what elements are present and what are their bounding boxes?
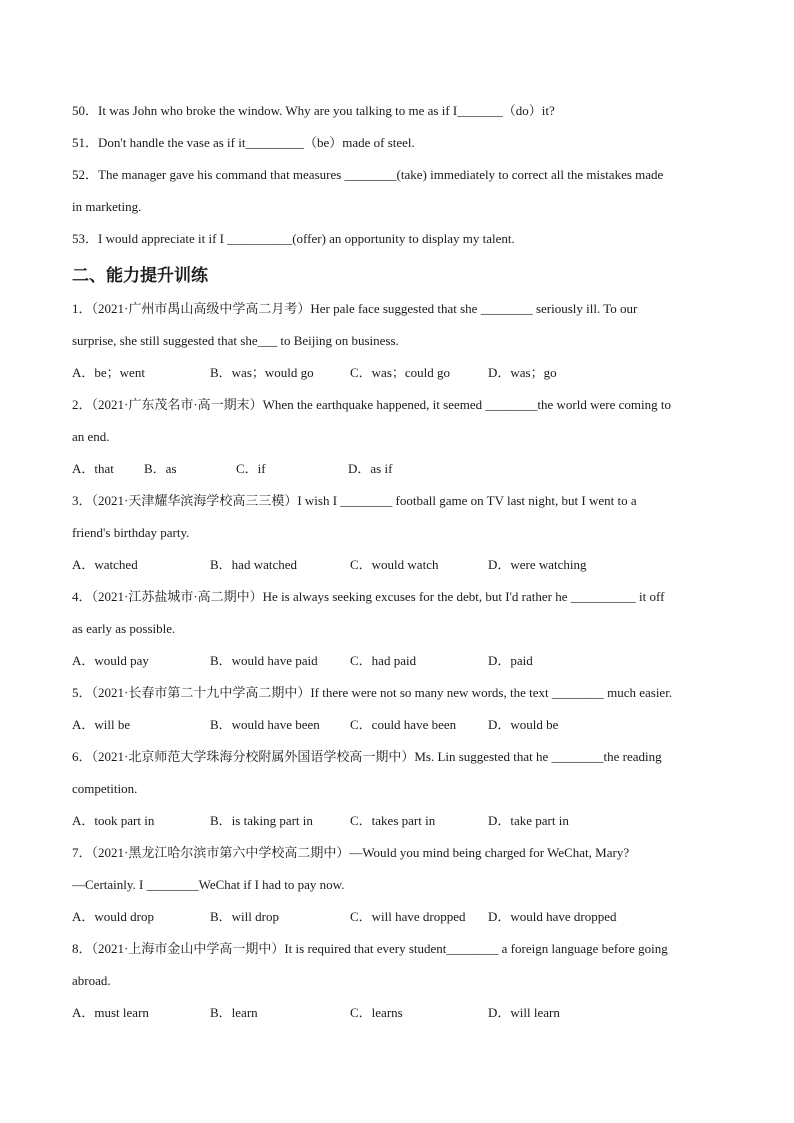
option-b[interactable]: B．learn: [210, 1005, 258, 1020]
question-4-options: [72, 651, 722, 683]
exercise-item-52-line2: in marketing.: [72, 199, 142, 214]
question-5-text: 5．（2021·长春市第二十九中学高二期中）If there were not so many new words, the text ________ much easier.: [72, 685, 673, 700]
exercise-item-51: 51．Don't handle the vase as if it_________（be）made of steel.: [72, 135, 415, 150]
exercise-item-52-line1: 52．The manager gave his command that measures ________(take) immediately to correct all the mistakes made: [72, 167, 664, 182]
option-c[interactable]: C．had paid: [350, 653, 417, 668]
exercise-item-50: 50．It was John who broke the window. Why are you talking to me as if I_______（do）it?: [72, 103, 555, 118]
option-c[interactable]: C．could have been: [350, 717, 457, 732]
option-d[interactable]: D．paid: [488, 653, 533, 668]
option-a[interactable]: A．will be: [72, 717, 131, 732]
question-7-text: 7．（2021·黑龙江哈尔滨市第六中学校高二期中）—Would you mind being charged for WeChat, Mary?: [72, 845, 630, 860]
option-c[interactable]: C．will have dropped: [350, 909, 466, 924]
question-1-options: [72, 363, 722, 395]
question-7-text-cont: —Certainly. I ________WeChat if I had to pay now.: [72, 877, 345, 892]
option-b[interactable]: B．is taking part in: [210, 813, 313, 828]
option-b[interactable]: B．would have been: [210, 717, 320, 732]
option-b[interactable]: B．had watched: [210, 557, 298, 572]
question-8-text: 8．（2021·上海市金山中学高一期中）It is required that every student________ a foreign language before going: [72, 941, 668, 956]
question-3-text: 3．（2021·天津耀华滨海学校高三三模）I wish I ________ football game on TV last night, but I went to a: [72, 493, 637, 508]
question-1-text-cont: surprise, she still suggested that she___ to Beijing on business.: [72, 333, 399, 348]
question-1-text: 1．（2021·广州市禺山高级中学高二月考）Her pale face suggested that she ________ seriously ill. To our: [72, 301, 638, 316]
question-4-text: 4．（2021·江苏盐城市·高二期中）He is always seeking excuses for the debt, but I'd rather he __________ it off: [72, 589, 665, 604]
question-5-options: [72, 715, 722, 747]
option-d[interactable]: D．will learn: [488, 1005, 560, 1020]
option-d[interactable]: D．was；go: [488, 365, 557, 380]
question-8-options: [72, 1003, 722, 1035]
question-8-text-cont: abroad.: [72, 973, 111, 988]
option-c[interactable]: C．was；could go: [350, 365, 451, 380]
question-2-options: [72, 459, 722, 491]
option-b[interactable]: B．would have paid: [210, 653, 318, 668]
option-d[interactable]: D．take part in: [488, 813, 569, 828]
option-a[interactable]: A．would drop: [72, 909, 154, 924]
option-b[interactable]: B．was；would go: [210, 365, 314, 380]
exercise-item-53: 53．I would appreciate it if I __________(offer) an opportunity to display my talent.: [72, 231, 515, 246]
question-7-options: [72, 907, 722, 939]
option-d[interactable]: D．would have dropped: [488, 909, 617, 924]
question-3-options: [72, 555, 722, 587]
option-c[interactable]: C．if: [236, 461, 266, 476]
option-a[interactable]: A．would pay: [72, 653, 149, 668]
question-6-text-cont: competition.: [72, 781, 138, 796]
question-3-text-cont: friend's birthday party.: [72, 525, 190, 540]
question-4-text-cont: as early as possible.: [72, 621, 176, 636]
option-b[interactable]: B．will drop: [210, 909, 279, 924]
option-a[interactable]: A．took part in: [72, 813, 155, 828]
option-c[interactable]: C．takes part in: [350, 813, 436, 828]
question-6-options: [72, 811, 722, 843]
option-b[interactable]: B．as: [144, 461, 177, 476]
question-2-text-cont: an end.: [72, 429, 110, 444]
option-d[interactable]: D．as if: [348, 461, 393, 476]
option-d[interactable]: D．were watching: [488, 557, 587, 572]
option-a[interactable]: A．be；went: [72, 365, 145, 380]
option-a[interactable]: A．that: [72, 461, 114, 476]
option-a[interactable]: A．must learn: [72, 1005, 149, 1020]
document-content: [72, 101, 722, 1035]
option-d[interactable]: D．would be: [488, 717, 559, 732]
option-c[interactable]: C．learns: [350, 1005, 403, 1020]
option-c[interactable]: C．would watch: [350, 557, 439, 572]
option-a[interactable]: A．watched: [72, 557, 138, 572]
question-6-text: 6．（2021·北京师范大学珠海分校附属外国语学校高一期中）Ms. Lin suggested that he ________the reading: [72, 749, 662, 764]
question-2-text: 2．（2021·广东茂名市·高一期末）When the earthquake happened, it seemed ________the world were coming to: [72, 397, 671, 412]
section-title: 二、能力提升训练: [72, 266, 208, 286]
